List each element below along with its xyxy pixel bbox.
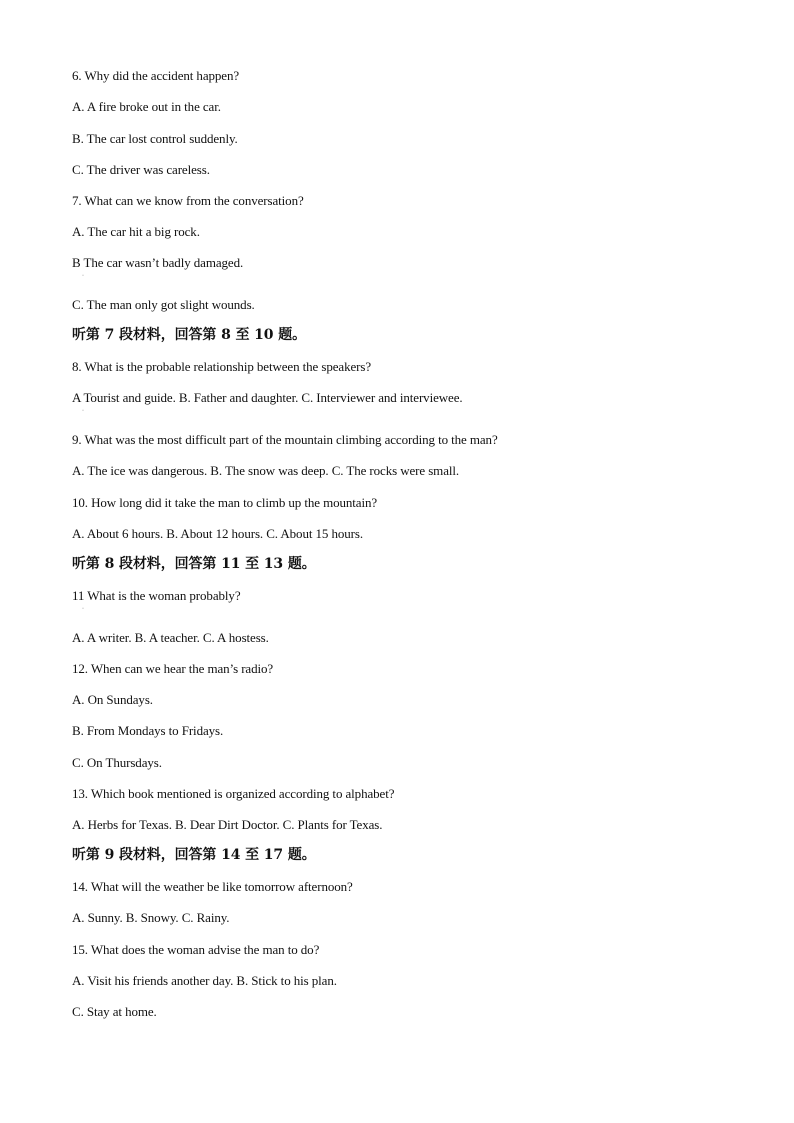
question-8: 8. What is the probable relationship between the speakers? <box>72 359 371 374</box>
question-12: 12. When can we hear the man’s radio? <box>72 661 274 676</box>
question-15: 15. What does the woman advise the man to do? <box>72 942 320 957</box>
options-11: A. A writer. B. A teacher. C. A hostess. <box>72 630 269 645</box>
options-14: A. Sunny. B. Snowy. C. Rainy. <box>72 910 230 925</box>
question-6: 6. Why did the accident happen? <box>72 68 240 83</box>
question-7: 7. What can we know from the conversation? <box>72 193 304 208</box>
option-7c: C. The man only got slight wounds. <box>72 297 255 312</box>
option-12c: C. On Thursdays. <box>72 755 162 770</box>
question-13: 13. Which book mentioned is organized according to alphabet? <box>72 786 395 801</box>
option-7a: A. The car hit a big rock. <box>72 224 200 239</box>
question-10: 10. How long did it take the man to climb up the mountain? <box>72 495 378 510</box>
section-heading-9: 听第 9 段材料，回答第 14 至 17 题。 <box>72 847 316 863</box>
question-9: 9. What was the most difficult part of the mountain climbing according to the man? <box>72 432 498 447</box>
option-12b: B. From Mondays to Fridays. <box>72 723 224 738</box>
option-6b: B. The car lost control suddenly. <box>72 131 238 146</box>
stray-dot-mark: · <box>82 606 84 612</box>
options-8: A Tourist and guide. B. Father and daughter. C. Interviewer and interviewee. <box>72 390 463 405</box>
options-9: A. The ice was dangerous. B. The snow was deep. C. The rocks were small. <box>72 463 460 478</box>
option-15c: C. Stay at home. <box>72 1004 157 1019</box>
option-6a: A. A fire broke out in the car. <box>72 99 221 114</box>
options-10: A. About 6 hours. B. About 12 hours. C. About 15 hours. <box>72 526 363 541</box>
question-11: 11 What is the woman probably? <box>72 588 241 603</box>
section-heading-8: 听第 8 段材料，回答第 11 至 13 题。 <box>72 556 316 572</box>
options-15ab: A. Visit his friends another day. B. Stick to his plan. <box>72 973 337 988</box>
section-heading-7: 听第 7 段材料，回答第 8 至 10 题。 <box>72 327 307 343</box>
option-7b: B The car wasn’t badly damaged. <box>72 255 244 270</box>
option-12a: A. On Sundays. <box>72 692 153 707</box>
option-6c: C. The driver was careless. <box>72 162 210 177</box>
stray-dot-mark: · <box>82 273 84 279</box>
stray-dot-mark: · <box>82 408 84 414</box>
options-13: A. Herbs for Texas. B. Dear Dirt Doctor. C. Plants for Texas. <box>72 817 383 832</box>
question-14: 14. What will the weather be like tomorrow afternoon? <box>72 879 353 894</box>
